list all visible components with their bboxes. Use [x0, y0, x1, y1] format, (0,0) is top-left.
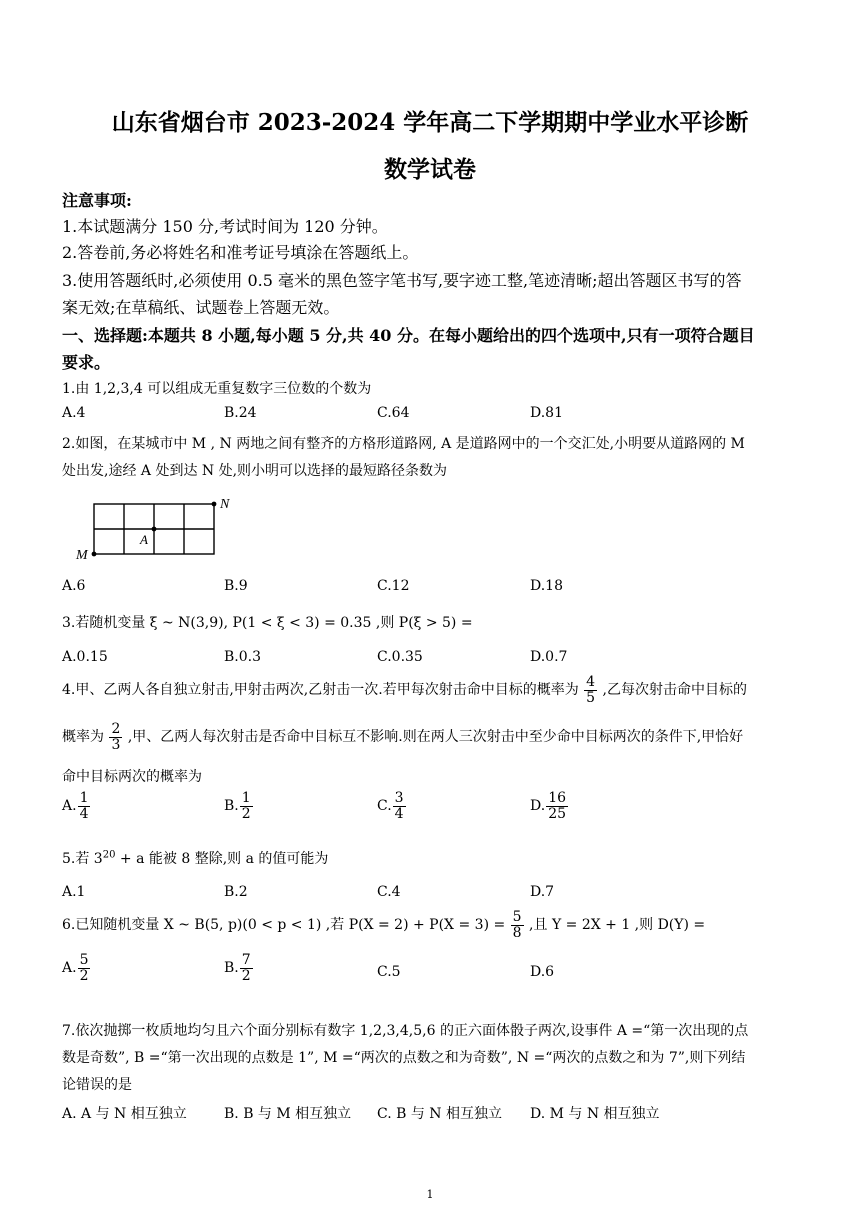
q4-option-a: A. $\frac{1}{4}$: [62, 790, 89, 822]
q7-option-a: A. A 与 N 相互独立: [62, 1106, 187, 1122]
q4-s1-pre: 4.甲、乙两人各自独立射击,甲射击两次,乙射击一次.若甲每次射击命中目标的概率为: [62, 682, 579, 699]
q4-s2-post: ,甲、乙两人每次射击是否命中目标互不影响.则在两人三次射击中至少命中目标两次的条件下,甲恰好: [127, 729, 744, 746]
q3-option-d: D.0.7: [530, 649, 568, 665]
notice-heading: 注意事项:: [62, 191, 132, 210]
q3-option-c: C.0.35: [377, 649, 423, 665]
q1-stem: 1.由 1,2,3,4 可以组成无重复数字三位数的个数为: [62, 381, 372, 397]
q7-stem-b: 数是奇数”, B =“第一次出现的点数是 1”, M =“两次的点数之和为奇数”, N =“两次的点数之和为 7”,则下列结: [62, 1050, 746, 1066]
q7-option-d: D. M 与 N 相互独立: [530, 1106, 660, 1122]
q6-option-c: C.5: [377, 964, 401, 980]
fraction-2-3: $\frac{2}{3}$: [111, 721, 121, 753]
notice-item-2: 2.答卷前,务必将姓名和准考证号填涂在答题纸上。: [62, 243, 419, 262]
q3-stem: 3.若随机变量 ξ ~ N(3,9), P(1 < ξ < 3) = 0.35 ,则 P(ξ > 5) =: [62, 615, 473, 631]
q5-option-b: B.2: [224, 884, 248, 900]
q6-pre: 6.已知随机变量 X ~ B(5, p)(0 < p < 1) ,若 P(X = 2) + P(X = 3) =: [62, 917, 506, 934]
q3-option-b: B.0.3: [224, 649, 262, 665]
q4-option-b: B. $\frac{1}{2}$: [224, 790, 251, 822]
q4-stem-3: 命中目标两次的概率为: [62, 769, 202, 785]
q2-option-a: A.6: [62, 578, 86, 594]
q2-option-b: B.9: [224, 578, 248, 594]
page-number: 1: [426, 1188, 434, 1201]
grid-road-figure: [62, 492, 242, 562]
q5-option-a: A.1: [62, 884, 86, 900]
q5-post: + a 能被 8 整除,则 a 的值可能为: [115, 851, 329, 867]
q6-options: [62, 953, 802, 993]
document-title: 山东省烟台市 2023-2024 学年高二下学期期中学业水平诊断: [111, 109, 749, 136]
fraction-5-8: $\frac{5}{8}$: [512, 909, 522, 941]
q2-stem-b: 处出发,途经 A 处到达 N 处,则小明可以选择的最短路径条数为: [62, 463, 448, 479]
q5-pre: 5.若 3: [62, 851, 103, 867]
q2-stem-a: 2.如图，在某城市中 M , N 两地之间有整齐的方格形道路网, A 是道路网中的一个交汇处,小明要从道路网的 M: [62, 436, 745, 452]
q5-option-c: C.4: [377, 884, 401, 900]
point-m: [92, 552, 97, 557]
point-a: [152, 527, 157, 532]
notice-item-1: 1.本试题满分 150 分,考试时间为 120 分钟。: [62, 217, 388, 236]
point-n: [212, 502, 217, 507]
q6-option-b: B. $\frac{7}{2}$: [224, 952, 251, 984]
q7-stem-a: 7.依次抛掷一枚质地均匀且六个面分别标有数字 1,2,3,4,5,6 的正六面体骰子两次,设事件 A =“第一次出现的点: [62, 1023, 749, 1039]
label-m: M: [76, 548, 88, 562]
q4-s1-post: ,乙每次射击命中目标的: [602, 682, 747, 699]
q7-stem-c: 论错误的是: [62, 1077, 132, 1093]
q1-option-d: D.81: [530, 405, 563, 421]
q1-option-a: A.4: [62, 405, 86, 421]
q7-option-c: C. B 与 N 相互独立: [377, 1106, 503, 1122]
q6-stem: [62, 910, 800, 940]
section-heading-b: 要求。: [62, 353, 111, 372]
q4-option-d: D. $\frac{16}{25}$: [530, 790, 567, 822]
q4-stem-1: [62, 675, 800, 705]
q4-s2-pre: 概率为: [62, 729, 104, 746]
q4-options: [62, 791, 802, 831]
q7-options: [62, 1103, 802, 1137]
q3-option-a: A.0.15: [62, 649, 108, 665]
q6-post: ,且 Y = 2X + 1 ,则 D(Y) =: [529, 917, 706, 934]
document-subtitle: 数学试卷: [384, 156, 476, 183]
q1-option-c: C.64: [377, 405, 410, 421]
q5-stem: [62, 848, 800, 868]
q5-option-d: D.7: [530, 884, 555, 900]
q6-option-d: D.6: [530, 964, 555, 980]
section-heading-a: 一、选择题:本题共 8 小题,每小题 5 分,共 40 分。在每小题给出的四个选项中,只有一项符合题目: [62, 326, 755, 345]
q5-exponent: 20: [102, 849, 116, 861]
q1-option-b: B.24: [224, 405, 257, 421]
q7-option-b: B. B 与 M 相互独立: [224, 1106, 352, 1122]
notice-item-3a: 3.使用答题纸时,必须使用 0.5 毫米的黑色签字笔书写,要字迹工整,笔迹清晰;超出答题区书写的答: [62, 271, 742, 290]
q4-option-c: C. $\frac{3}{4}$: [377, 790, 404, 822]
notice-item-3b: 案无效;在草稿纸、试题卷上答题无效。: [62, 298, 340, 317]
label-n: N: [220, 497, 230, 512]
q4-stem-2: [62, 722, 800, 752]
q2-option-d: D.18: [530, 578, 563, 594]
q6-option-a: A. $\frac{5}{2}$: [62, 952, 89, 984]
fraction-4-5: $\frac{4}{5}$: [586, 674, 596, 706]
q2-options: [62, 578, 802, 612]
label-a: A: [140, 532, 148, 547]
q2-option-c: C.12: [377, 578, 410, 594]
